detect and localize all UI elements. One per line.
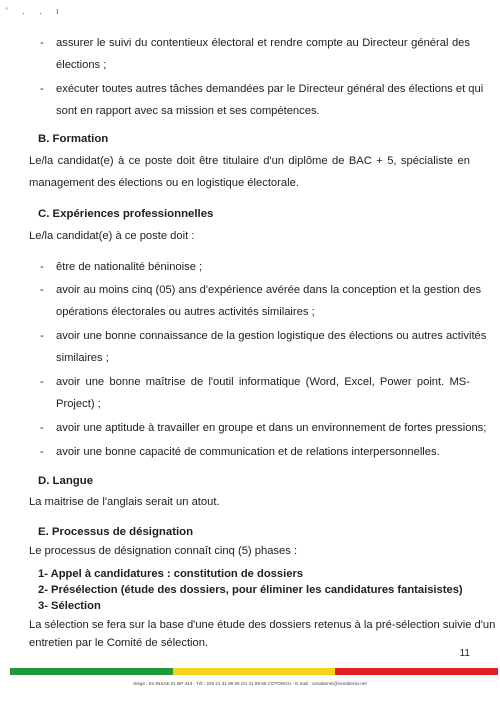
bullet-marker: - [40, 37, 44, 49]
paragraph-line: La maitrise de l'anglais serait un atout. [29, 496, 220, 508]
bullet-text: opérations électorales ou autres activités similaires ; [56, 306, 315, 318]
bullet-text: avoir une bonne connaissance de la gestion logistique des élections ou autres activités [56, 330, 487, 342]
bullet-text: avoir une bonne capacité de communication et de relations interpersonnelles. [56, 446, 440, 458]
footer-address: Siège : Ex-INSAE 01 BP 443 - Tél : 229 21 31 89 65 /21 31 89 66 COTONOU - E-mail : cenabenin@cenabenin.net [133, 681, 367, 686]
bullet-text: exécuter toutes autres tâches demandées par le Directeur général des élections et qui [56, 83, 484, 95]
paragraph-line: La sélection se fera sur la base d'une étude des dossiers retenus à la pré-sélection suivie d'un [29, 619, 496, 631]
bullet-marker: - [40, 446, 44, 458]
paragraph-line: Le processus de désignation connaît cinq (5) phases : [29, 545, 298, 557]
bullet-text: élections ; [56, 59, 107, 71]
footer-color-bar [10, 668, 498, 675]
bullet-marker: - [40, 330, 44, 342]
paragraph-line: entretien par le Comité de sélection. [29, 637, 209, 649]
footer-bar-yellow [173, 668, 336, 675]
section-heading: E. Processus de désignation [38, 526, 194, 538]
scan-artifact: ' . . ι [6, 6, 65, 16]
paragraph-line: Le/la candidat(e) à ce poste doit : [29, 230, 195, 242]
page-number: 11 [459, 648, 470, 659]
bullet-text: avoir au moins cinq (05) ans d'expérience avérée dans la conception et la gestion des [56, 284, 482, 296]
footer-bar-red [335, 668, 498, 675]
bullet-text: être de nationalité béninoise ; [56, 261, 203, 273]
phase-item: 3- Sélection [38, 600, 101, 612]
footer-bar-green [10, 668, 173, 675]
bullet-text: sont en rapport avec sa mission et ses compétences. [56, 105, 320, 117]
bullet-text: similaires ; [56, 352, 109, 364]
bullet-marker: - [40, 261, 44, 273]
bullet-marker: - [40, 83, 44, 95]
bullet-marker: - [40, 284, 44, 296]
phase-item: 1- Appel à candidatures : constitution de dossiers [38, 568, 304, 580]
bullet-marker: - [40, 422, 44, 434]
section-heading: B. Formation [38, 133, 109, 145]
section-heading: D. Langue [38, 475, 94, 487]
phase-item: 2- Présélection (étude des dossiers, pour éliminer les candidatures fantaisistes) [38, 584, 463, 596]
paragraph-line: Le/la candidat(e) à ce poste doit être titulaire d'un diplôme de BAC + 5, spécialiste en [29, 155, 470, 167]
phase-list [38, 566, 463, 614]
bullet-text: avoir une aptitude à travailler en groupe et dans un environnement de fortes pressions; [56, 422, 487, 434]
section-heading: C. Expériences professionnelles [38, 208, 214, 220]
bullet-marker: - [40, 376, 44, 388]
bullet-text: assurer le suivi du contentieux électoral et rendre compte au Directeur général des [56, 37, 470, 49]
paragraph-line: management des élections ou en logistique électorale. [29, 177, 299, 189]
bullet-text: avoir une bonne maîtrise de l'outil informatique (Word, Excel, Power point. MS- [56, 376, 470, 388]
bullet-text: Project) ; [56, 398, 101, 410]
